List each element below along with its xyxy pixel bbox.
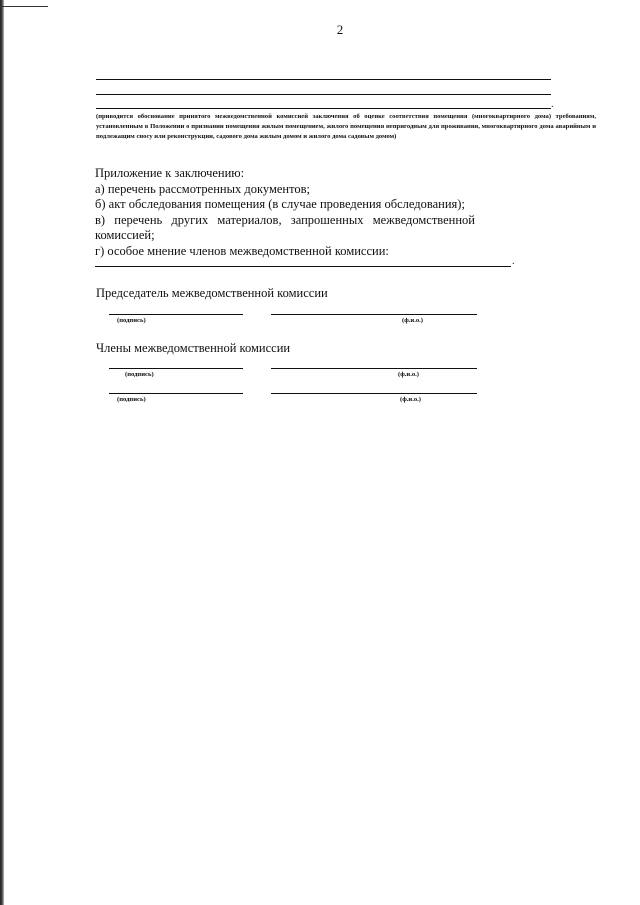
chairman-name-caption: (ф.и.о.) xyxy=(402,317,423,324)
annex-list xyxy=(95,166,475,259)
scan-shadow-edge xyxy=(0,0,4,905)
chairman-signature-caption: (подпись) xyxy=(117,317,146,324)
dissenting-opinion-end-mark: . xyxy=(512,256,515,267)
member-name-caption: (ф.и.о.) xyxy=(400,396,421,403)
chairman-name-line xyxy=(271,314,477,315)
chairman-title: Председатель межведомственной комиссии xyxy=(96,286,328,300)
scan-top-mark xyxy=(0,6,48,7)
page-number: 2 xyxy=(336,22,344,37)
member-signature-caption: (подпись) xyxy=(125,371,154,378)
justification-line-3 xyxy=(96,108,551,109)
annex-item: г) особое мнение членов межведомственной комиссии: xyxy=(95,243,389,258)
annex-item: а) перечень рассмотренных документов; xyxy=(95,181,311,196)
justification-line-2 xyxy=(96,94,551,95)
justification-end-mark: . xyxy=(551,99,554,110)
annex-item: в) перечень других материалов, запрошенных межведомственной комиссией; xyxy=(95,212,475,242)
member-signature-line xyxy=(109,368,243,369)
justification-line-1 xyxy=(96,79,551,80)
dissenting-opinion-line xyxy=(95,266,511,267)
member-name-line xyxy=(271,368,477,369)
member-signature-line xyxy=(109,393,243,394)
annex-title: Приложение к заключению: xyxy=(95,166,245,180)
member-signature-caption: (подпись) xyxy=(117,396,146,403)
annex-item: б) акт обследования помещения (в случае проведения обследования); xyxy=(95,197,465,211)
chairman-signature-line xyxy=(109,314,243,315)
justification-note: (приводится обоснование принятого межведомственной комиссией заключения об оценке соответствия помещения (многоквартирного дома) требованиям, установленным в Положении о признании помещения жилым помещением, жилого помещения непригодным для проживания, многоквартирного дома аварийным и подлежащим сносу или реконструкции, садового дома жилым домом и жилого дома садовым домом) xyxy=(96,113,596,140)
member-name-line xyxy=(271,393,477,394)
member-name-caption: (ф.и.о.) xyxy=(398,371,419,378)
members-title: Члены межведомственной комиссии xyxy=(96,341,291,355)
